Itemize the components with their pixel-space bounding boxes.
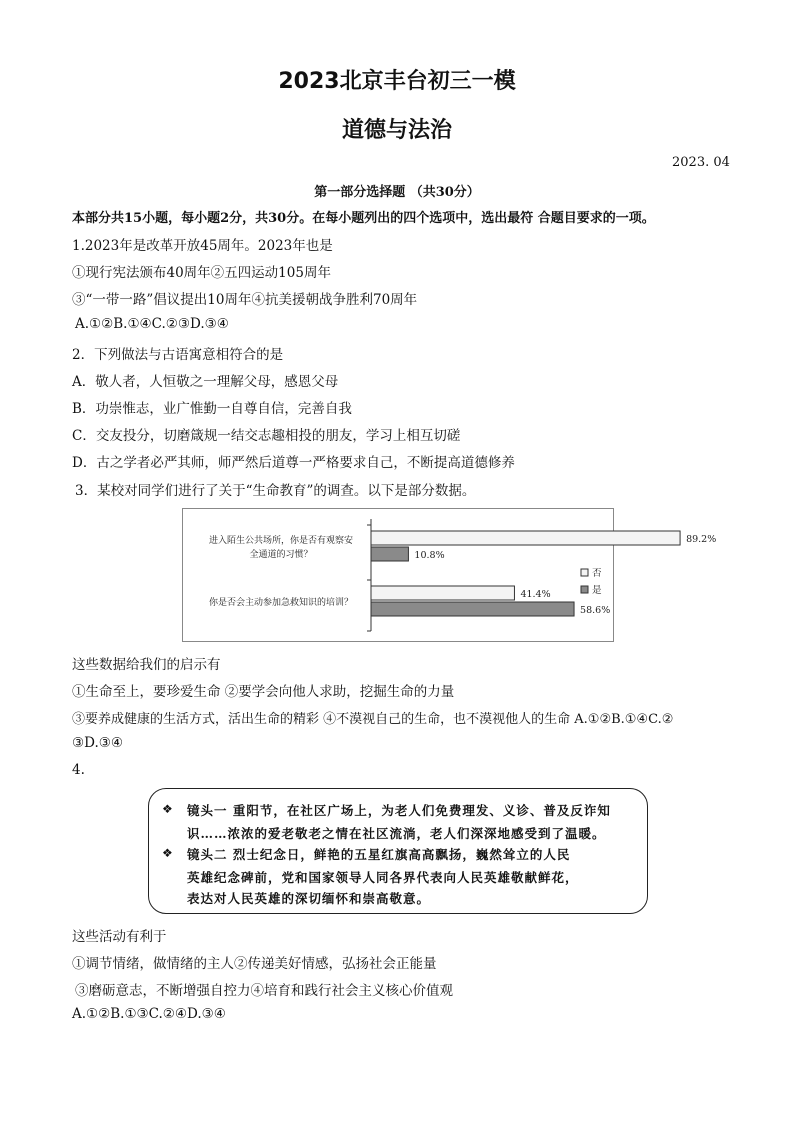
q2-option-b: B．功崇惟志，业广惟勤一自尊自信，完善自我 <box>72 401 352 417</box>
q3-statement-line-1: ①生命至上，要珍爱生命 ②要学会向他人求助，挖掘生命的力量 <box>72 684 455 700</box>
bar-是 <box>371 602 574 616</box>
q2-option-d: D．古之学者必严其师，师严然后道尊一严格要求自己，不断提高道德修养 <box>72 455 515 471</box>
q3-stem: 3．某校对同学们进行了关于“生命教育”的调查。以下是部分数据。 <box>75 483 476 499</box>
data-label: 10.8% <box>414 550 445 561</box>
scene-1-line-1: 镜头一 重阳节，在社区广场上，为老人们免费理发、义诊、普及反诈知 <box>187 803 611 818</box>
scene-2-line-3: 表达对人民英雄的深切缅怀和崇高敬意。 <box>187 891 431 906</box>
scene-2-line-2: 英雄纪念碑前，党和国家领导人同各界代表向人民英雄敬献鲜花， <box>187 870 579 885</box>
category-label: 全通道的习惯？ <box>249 550 313 560</box>
q4-statement-line-1: ①调节情绪，做情绪的主人②传递美好情感，弘扬社会正能量 <box>72 956 437 972</box>
q4-statement-line-2: ③磨砺意志，不断增强自控力④培育和践行社会主义核心价值观 <box>75 983 453 999</box>
legend-label: 是 <box>592 585 602 596</box>
subject-title: 道德与法治 <box>341 118 452 143</box>
scene-1-line-2: 识……浓浓的爱老敬老之情在社区流淌，老人们深深地感受到了温暖。 <box>187 826 606 841</box>
exam-date: 2023. 04 <box>672 155 730 170</box>
scene-box <box>148 788 648 914</box>
diamond-bullet-icon: ❖ <box>162 802 173 816</box>
q1-options: A.①②B.①④C.②③D.③④ <box>75 316 229 332</box>
legend-label: 否 <box>592 568 602 579</box>
section-heading: 第一部分选择题 （共30分） <box>314 185 480 200</box>
category-label: 进入陌生公共场所，你是否有观察安 <box>208 536 354 546</box>
q4-prompt: 这些活动有利于 <box>72 929 167 945</box>
q3-statement-line-2: ③要养成健康的生活方式，活出生命的精彩 ④不漠视自己的生命，也不漠视他人的生命 A.①②B.①④C.② <box>72 712 674 727</box>
q2-option-a: A．敬人者，人恒敬之一理解父母，感恩父母 <box>72 374 339 390</box>
legend-swatch <box>581 586 588 593</box>
q1-statement-line-2: ③“一带一路”倡议提出10周年④抗美援朝战争胜利70周年 <box>72 292 418 308</box>
q2-stem: 2．下列做法与古语寓意相符合的是 <box>72 347 284 363</box>
q2-option-c: C．交友投分，切磨箴规一结交志趣相投的朋友，学习上相互切磋 <box>72 428 461 444</box>
legend-swatch <box>581 569 588 576</box>
q3-statement-line-3: ③D.③④ <box>72 735 123 751</box>
page-title: 2023北京丰台初三一模 <box>278 69 516 94</box>
section-instructions: 本部分共15小题，每小题2分，共30分。在每小题列出的四个选项中，选出最符 合题目要求的一项。 <box>72 211 655 226</box>
q4-options: A.①②B.①③C.②④D.③④ <box>72 1006 226 1022</box>
data-label: 89.2% <box>686 534 717 545</box>
data-label: 41.4% <box>520 589 551 600</box>
diamond-bullet-icon: ❖ <box>162 846 173 860</box>
scene-2-line-1: 镜头二 烈士纪念日，鲜艳的五星红旗高高飘扬，巍然耸立的人民 <box>187 847 571 862</box>
data-label: 58.6% <box>580 605 611 616</box>
survey-bar-chart <box>183 509 717 641</box>
bar-否 <box>371 586 514 600</box>
q4-number: 4. <box>72 762 85 778</box>
q1-statement-line-1: ①现行宪法颁布40周年②五四运动105周年 <box>72 265 331 281</box>
survey-chart-frame <box>182 508 717 642</box>
bar-否 <box>371 531 680 545</box>
bar-是 <box>371 547 408 561</box>
q3-prompt: 这些数据给我们的启示有 <box>72 657 221 673</box>
category-label: 你是否会主动参加急救知识的培训？ <box>208 598 354 608</box>
q1-stem: 1.2023年是改革开放45周年。2023年也是 <box>72 238 333 254</box>
